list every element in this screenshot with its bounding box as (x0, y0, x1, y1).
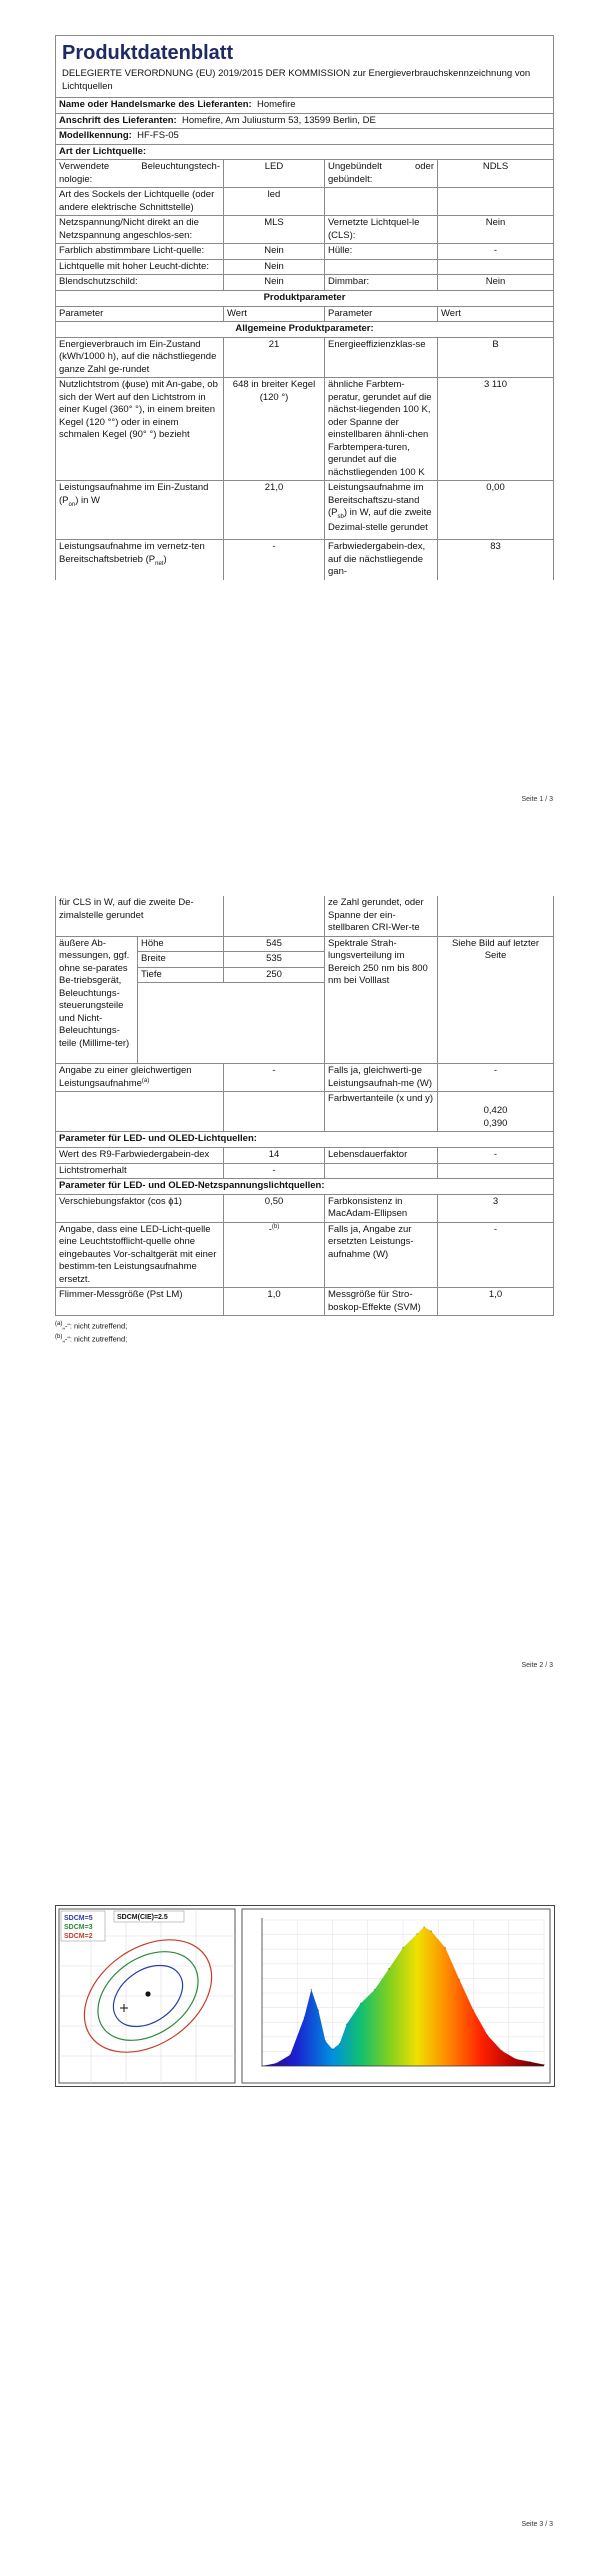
spectrum-point (416, 1933, 418, 1935)
spectrum-point (339, 2043, 341, 2045)
spectrum-point (402, 1947, 404, 1949)
spectrum-point (325, 2040, 327, 2042)
param-row: Flimmer-Messgröße (Pst LM) 1,0 Messgröße für Stro-boskop-Effekte (SVM) 1,0 (56, 1288, 554, 1316)
spectrum-point (501, 2050, 503, 2052)
spectrum-point (311, 1989, 313, 1991)
spectrum-point (487, 2035, 489, 2037)
page-3 (0, 1700, 603, 2560)
mains-section-heading: Parameter für LED- und OLED-Netzspannungslichtquellen: (56, 1179, 554, 1195)
page-1 (0, 0, 603, 850)
dimensions-row: Breite 535 (56, 952, 554, 968)
spectrum-point (388, 1968, 390, 1970)
param-row: Leistungsaufnahme im vernetz-ten Bereitschaftsbetrieb $(P_{net})$ - Farbwiedergabein-dex, auf die nächstliegende gan- 83 (56, 540, 554, 580)
datasheet-table-2 (55, 896, 554, 1316)
sdcm-panel (59, 1909, 235, 2083)
light-source-type-heading: Art der Lichtquelle: (56, 144, 554, 160)
spectral-value: Siehe Bild auf letzter Seite (438, 936, 554, 1064)
dimensions-row: Tiefe 250 (56, 967, 554, 983)
datasheet-page-2 (55, 896, 553, 1345)
page-number: Seite 3 / 3 (521, 2521, 553, 2528)
param-row: Farbwertanteile (x und y) 0,420 0,390 (56, 1092, 554, 1132)
param-row: Angabe zu einer gleichwertigen Leistungsaufnahme$^{(a)}$ - Falls ja, gleichwerti-ge Leistungsaufnah-me (W) - (56, 1064, 554, 1092)
param-row: Verschiebungsfaktor (cos ɸ1) 0,50 Farbkonsistenz in MacAdam-Ellipsen 3 (56, 1194, 554, 1222)
footnote: $^{(b)}$„-“: nicht zutreffend; (55, 1333, 128, 1343)
supplier-name-row: Name oder Handelsmarke des Lieferanten: Homefire (56, 98, 554, 114)
param-row: Angabe, dass eine LED-Licht-quelle eine Leuchtstofflicht-quelle ohne eingebautes Vor-schaltgerät mit einer bestimm-ten Leistungsaufnahme ersetzt. -$^{(b)}$ Falls ja, Angabe zur ersetzten Leistungs-aufnahme (W) - (56, 1222, 554, 1288)
spectrum-point (289, 2054, 291, 2056)
spectrum-point (423, 1926, 425, 1928)
spectrum-point (459, 1979, 461, 1981)
spectrum-point (473, 2010, 475, 2012)
legend-sdcm3: SDCM=3 (64, 1924, 93, 1931)
spectrum-point (543, 2064, 545, 2066)
page-number: Seite 2 / 3 (521, 1662, 553, 1669)
type-row: Blendschutzschild: Nein Dimmbar: Nein (56, 275, 554, 291)
param-row: Nutzlichtstrom (ɸuse) mit An-gabe, ob sich der Wert auf den Lichtstrom in einer Kugel (360° °), in einem breiten Kegel (120 °°) oder in einem schmalen Kegel (90° °) bezieht 648 in breiter Kegel (120 °) ähnliche Farbtem-peratur, gerundet auf die nächst-liegenden 100 K, oder Spanne der einstellbaren ähnli-chen Farbtempera-turen, gerundet auf die nächstliegenden 100 K 3 110 (56, 378, 554, 481)
spectrum-point (374, 1989, 376, 1991)
spectrum-panel (242, 1909, 550, 2083)
chroma-x: 0,420 (483, 1105, 508, 1117)
dimensions-row: äußere Ab-messungen, ggf. ohne se-parates Be-triebsgerät, Beleuchtungs-steuerungsteile und Nicht-Beleuchtungs-teile (Millime-ter) Höhe 545 Spektrale Strah-lungsverteilung im Bereich 250 nm bis 800 nm bei Volllast Siehe Bild auf letzter Seite (56, 936, 554, 952)
spectrum-point (529, 2061, 531, 2063)
footnote: $^{(a)}$„-“: nicht zutreffend; (55, 1321, 128, 1331)
spectrum-point (304, 2017, 306, 2019)
page-2 (0, 850, 603, 1700)
product-params-heading: Produktparameter (56, 290, 554, 306)
footnotes (55, 1320, 553, 1344)
spectrum-point (515, 2058, 517, 2060)
dimensions-label: äußere Ab-messungen, ggf. ohne se-parates Be-triebsgerät, Beleuchtungs-steuerungsteile und Nicht-Beleuchtungs-teile (Millime-ter) (56, 936, 138, 1064)
param-row: Leistungsaufnahme im Ein-Zustand $(P_{on})$ in W 21,0 Leistungsaufnahme im Bereitschaftszu-stand $(P_{sb})$ in W, auf die zweite Dezimal-stelle gerundet 0,00 (56, 481, 554, 540)
sdcm-badge: SDCM(CIE)=2.5 (117, 1914, 168, 1921)
spectral-label: Spektrale Strah-lungsverteilung im Bereich 250 nm bis 800 nm bei Volllast (325, 936, 438, 1064)
param-row: Energieverbrauch im Ein-Zustand (kWh/1000 h), auf die nächstliegende ganze Zahl ge-rundet 21 Energieeffizienzklas-se B (56, 337, 554, 378)
spectrum-point (430, 1930, 432, 1932)
document-title: Produktdatenblatt (62, 42, 234, 64)
spectrum-figure (55, 1905, 555, 2087)
figure-svg (56, 1906, 554, 2086)
regulation-text: DELEGIERTE VERORDNUNG (EU) 2019/2015 DER KOMMISSION zur Energieverbrauchskennzeichnung von Lichtquellen (62, 68, 531, 92)
datasheet-page-1 (55, 35, 553, 580)
chroma-y: 0,390 (483, 1117, 508, 1129)
type-row: Farblich abstimmbare Licht-quelle: Nein Hülle: - (56, 244, 554, 260)
param-row: Lichtstromerhalt - (56, 1163, 554, 1179)
column-header-row: Parameter Wert Parameter Wert (56, 306, 554, 322)
datasheet-table-1 (55, 35, 554, 580)
measured-point (145, 1991, 150, 1996)
legend-sdcm5: SDCM=5 (64, 1915, 93, 1922)
spectrum-point (275, 2062, 277, 2064)
model-row: Modellkennung: HF-FS-05 (56, 129, 554, 145)
supplier-address-row: Anschrift des Lieferanten: Homefire, Am Juliusturm 53, 13599 Berlin, DE (56, 113, 554, 129)
spectrum-point (318, 2010, 320, 2012)
type-row: Lichtquelle mit hoher Leucht-dichte: Nein (56, 259, 554, 275)
spectrum-point (346, 2024, 348, 2026)
spectrum-point (360, 2003, 362, 2005)
type-row: Netzspannung/Nicht direkt an die Netzspannung angeschlos-sen: MLS Vernetzte Lichtquel-le (CLS): Nein (56, 216, 554, 244)
page-number: Seite 1 / 3 (521, 796, 553, 803)
general-params-heading: Allgemeine Produktparameter: (56, 322, 554, 338)
param-row: für CLS in W, auf die zweite De-zimalstelle gerundet ze Zahl gerundet, oder Spanne der ein-stellbaren CRI-Wer-te (56, 896, 554, 936)
spectrum-point (445, 1947, 447, 1949)
param-row: Wert des R9-Farbwiedergabein-dex 14 Lebensdauerfaktor - (56, 1148, 554, 1164)
legend-sdcm2: SDCM=2 (64, 1933, 93, 1940)
led-section-heading: Parameter für LED- und OLED-Lichtquellen: (56, 1132, 554, 1148)
type-row: Verwendete Beleuchtungstech-nologie: LED Ungebündelt oder gebündelt: NDLS (56, 160, 554, 188)
type-row: Art des Sockels der Lichtquelle (oder andere elektrische Schnittstelle) led (56, 188, 554, 216)
spectrum-point (332, 2049, 334, 2051)
